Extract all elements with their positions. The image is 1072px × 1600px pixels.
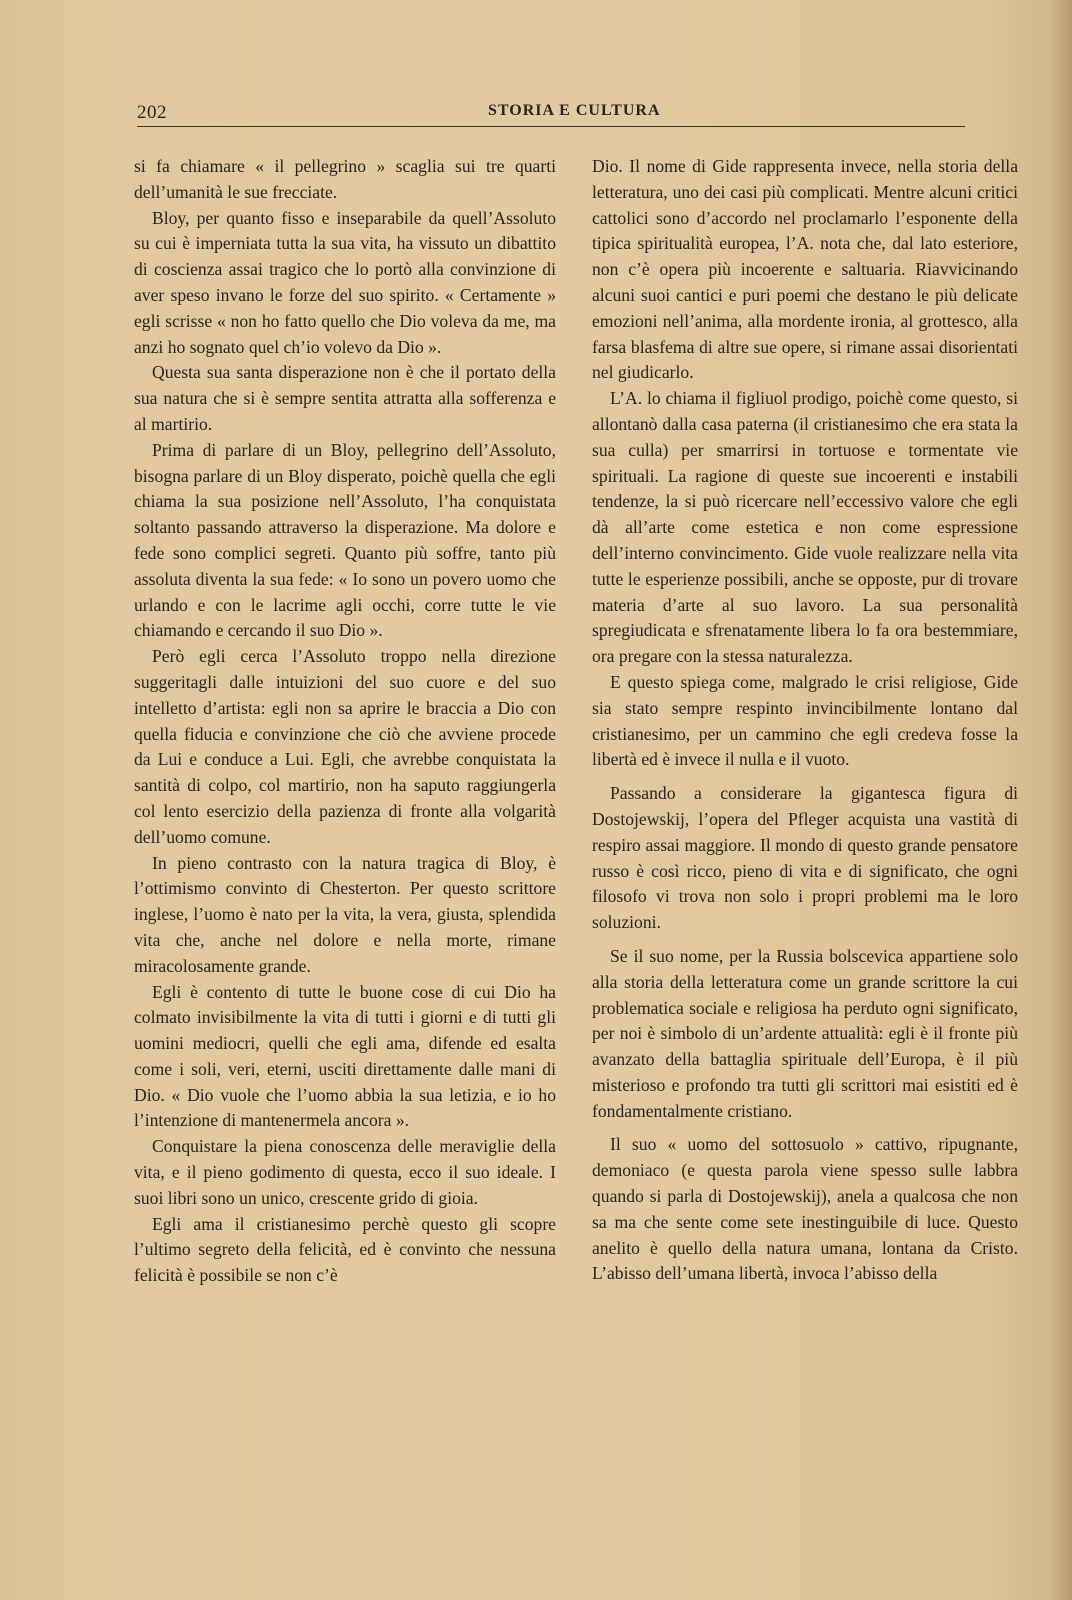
paragraph: si fa chiamare « il pellegrino » scaglia sui tre quarti dell’umanità le sue frecciate. xyxy=(134,156,556,202)
paragraph: Però egli cerca l’Assoluto troppo nella direzione suggeritagli dalle intuizioni del suo cuore e del suo intelletto d’artista: egli non sa aprire le braccia a Dio con quella fiducia e convinzione che ciò che avviene procede da Lui e conduce a Lui. Egli, che avrebbe conquistata la santità di colpo, col martirio, non ha saputo raggiungerla col lento esercizio della pazienza di fronte alla volgarità dell’uomo comune. xyxy=(134,646,556,847)
paragraph: Il suo « uomo del sottosuolo » cattivo, ripugnante, demoniaco (e questa parola viene spesso sulle labbra quando si parla di Dostojewskij), anela a qualcosa che non sa ma che sente come sete inestinguibile di luce. Questo anelito è quello della natura umana, lontana da Cristo. L’abisso dell’umana libertà, invoca l’abisso della xyxy=(592,1134,1018,1284)
page-header xyxy=(137,96,965,126)
paragraph: Questa sua santa disperazione non è che il portato della sua natura che si è sempre sentita attratta alla sofferenza e al martirio. xyxy=(134,362,556,434)
paragraph: Bloy, per quanto fisso e inseparabile da quell’Assoluto su cui è imperniata tutta la sua vita, ha vissuto un dibattito di coscienza assai tragico che lo portò alla convinzione di aver speso invano le forze del suo spirito. « Certamente » egli scrisse « non ho fatto quello che Dio voleva da me, ma anzi ho sognato quel ch’io volevo da Dio ». xyxy=(134,207,556,357)
paragraph: L’A. lo chiama il figliuol prodigo, poichè come questo, si allontanò dalla casa paterna (il cristianesimo che era stata la sua culla) per smarrirsi in tortuose e tormentate vie spirituali. La ragione di queste sue incoerenti e instabili tendenze, la si può ricercare nell’eccessivo valore che egli dà all’arte come estetica e non come espressione dell’interno convincimento. Gide vuole realizzare nella vita tutte le esperienze possibili, anche se opposte, pur di trovare materia d’arte al suo lavoro. La sua personalità spregiudicata e sfrenatamente libera lo fa ora bestemmiare, ora pregare con la stessa naturalezza. xyxy=(592,388,1018,667)
right-column xyxy=(592,154,1018,1287)
left-column xyxy=(134,154,556,1289)
paragraph: Passando a considerare la gigantesca figura di Dostojewskij, l’opera del Pfleger acquista una vastità di respiro assai maggiore. Il mondo di questo grande pensatore russo è così ricco, pieno di vita e di significato, che ogni filosofo vi trova non solo i propri problemi ma le loro soluzioni. xyxy=(592,783,1018,933)
header-rule xyxy=(137,126,965,127)
paragraph: Prima di parlare di un Bloy, pellegrino dell’Assoluto, bisogna parlare di un Bloy disperato, poichè quella che egli chiama la sua posizione nell’Assoluto, l’ha conquistata soltanto passando attraverso la disperazione. Ma dolore e fede sono complici segreti. Quanto più soffre, tanto più assoluta diventa la sua fede: « Io sono un povero uomo che urlando e con le lacrime agli occhi, corre tutte le vie chiamando e cercando il suo Dio ». xyxy=(134,439,556,641)
paragraph: E questo spiega come, malgrado le crisi religiose, Gide sia stato sempre respinto invincibilmente lontano dal cristianesimo, per un cammino che egli credeva fosse la libertà ed è invece il nulla e il vuoto. xyxy=(592,671,1018,770)
page-number: 202 xyxy=(137,102,167,123)
paragraph: Conquistare la piena conoscenza delle meraviglie della vita, e il pieno godimento di questa, ecco il suo ideale. I suoi libri sono un unico, crescente grido di gioia. xyxy=(134,1136,556,1208)
paragraph: Egli ama il cristianesimo perchè questo gli scopre l’ultimo segreto della felicità, ed è convinto che nessuna felicità è possibile se non c’è xyxy=(134,1213,556,1286)
paragraph: In pieno contrasto con la natura tragica di Bloy, è l’ottimismo convinto di Chesterton. Per questo scrittore inglese, l’uomo è nato per la vita, la vera, giusta, splendida vita che, anche nel dolore e nella morte, rimane miracolosamente grande. xyxy=(134,852,556,976)
page-edge-shadow xyxy=(1050,0,1072,1600)
paragraph: Dio. Il nome di Gide rappresenta invece, nella storia della letteratura, uno dei casi più complicati. Mentre alcuni critici cattolici sono d’accordo nel proclamarlo l’esponente della tipica spiritualità europea, l’A. nota che, dal lato esteriore, non c’è opera più incoerente e saltuaria. Riavvicinando alcuni suoi cantici e puri poemi che destano le più delicate emozioni nell’anima, alla mordente ironia, al grottesco, alla farsa blasfema di altre sue opere, si rimane assai disorientati nel giudicarlo. xyxy=(592,156,1018,383)
paragraph: Egli è contento di tutte le buone cose di cui Dio ha colmato invisibilmente la vita di tutti i giorni e di tutti gli uomini mediocri, quelli che egli ama, difende ed esalta come i soli, veri, eterni, usciti direttamente dalle mani di Dio. « Dio vuole che l’uomo abbia la sua letizia, e io ho l’intenzione di mantenermela ancora ». xyxy=(134,981,556,1131)
paragraph: Se il suo nome, per la Russia bolscevica appartiene solo alla storia della letteratura come un grande scrittore la cui problematica sociale e religiosa ha perduto ogni significato, per noi è simbolo di un’ardente attualità: egli è il fronte più avanzato della battaglia spirituale dell’Europa, è il più misterioso e profondo tra tutti gli scrittori mai esistiti ed è fondamentalmente cristiano. xyxy=(592,945,1018,1121)
running-title: STORIA E CULTURA xyxy=(488,102,661,119)
